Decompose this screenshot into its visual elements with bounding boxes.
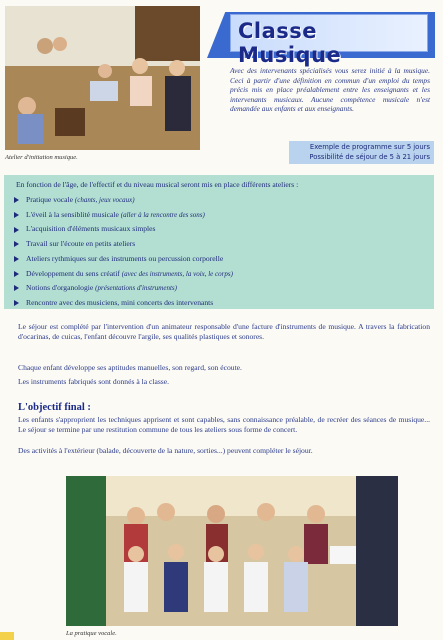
triangle-bullet-icon: [14, 241, 19, 247]
page-title: Classe Musique: [238, 19, 342, 67]
list-item: L'éveil à la sensiblité musicale (aller à la rencontre des sons): [14, 208, 233, 223]
list-item: Développement du sens créatif (avec des instruments, la voix, le corps): [14, 267, 233, 282]
programme-line-1: Exemple de programme sur 5 jours: [309, 143, 430, 151]
paragraph-instruments: Le séjour est complété par l'intervention d'un animateur responsable d'une facture d'instruments de musique. A travers la fabrication d'ocarinas, de cuicas, l'enfant découvre l'argile, ses qualités plastiques et sonores.: [18, 322, 430, 342]
triangle-bullet-icon: [14, 227, 19, 233]
ateliers-intro: En fonction de l'âge, de l'effectif et du niveau musical seront mis en place différents ateliers :: [16, 180, 299, 189]
triangle-bullet-icon: [14, 212, 19, 218]
triangle-bullet-icon: [14, 197, 19, 203]
photo-caption-bottom: La pratique vocale.: [66, 630, 117, 637]
page-corner-mark: [0, 632, 14, 640]
triangle-bullet-icon: [14, 300, 19, 306]
triangle-bullet-icon: [14, 256, 19, 262]
objectif-paragraph-1: Les enfants s'approprient les techniques apprisent et sont capables, sans connaissance préalable, de recréer des séances de musique... Le séjour se termine par une restitution commune de tous les ateliers sous forme de concert.: [18, 415, 430, 435]
list-item: Rencontre avec des musiciens, mini concerts des intervenants: [14, 296, 233, 311]
programme-line-2: Possibilité de séjour de 5 à 21 jours: [309, 153, 430, 161]
paragraph-gift: Les instruments fabriqués sont donnés à la classe.: [18, 377, 169, 386]
list-item: Notions d'organologie (présentations d'instruments): [14, 281, 233, 296]
list-item: Pratique vocale (chants, jeux vocaux): [14, 193, 233, 208]
triangle-bullet-icon: [14, 285, 19, 291]
photo-caption-top: Atelier d'initiation musique.: [5, 154, 78, 161]
programme-box: [289, 141, 434, 164]
objectif-paragraph-2: Des activités à l'extérieur (balade, découverte de la nature, sorties...) peuvent compléter le séjour.: [18, 446, 313, 455]
intro-paragraph: Avec des intervenants spécialisés vous serez initié à la musique. Ceci à partir d'une définition en commun d'un emploi du temps précis mis en place préalablement entre les enseignants et les intervenants musicaux. Aucune compétence musicale n'est demandée aux enfants et aux enseignants.: [230, 66, 430, 114]
photo-music-workshop: [5, 6, 200, 150]
objectif-title: L'objectif final :: [18, 402, 91, 413]
list-item: Travail sur l'écoute en petits ateliers: [14, 237, 233, 252]
paragraph-aptitudes: Chaque enfant développe ses aptitudes manuelles, son regard, son écoute.: [18, 363, 242, 372]
list-item: L'acquisition d'éléments musicaux simples: [14, 222, 233, 237]
triangle-bullet-icon: [14, 271, 19, 277]
ateliers-list: [14, 193, 233, 311]
list-item: Ateliers rythmiques sur des instruments ou percussion corporelle: [14, 252, 233, 267]
photo-choir: [66, 476, 398, 626]
